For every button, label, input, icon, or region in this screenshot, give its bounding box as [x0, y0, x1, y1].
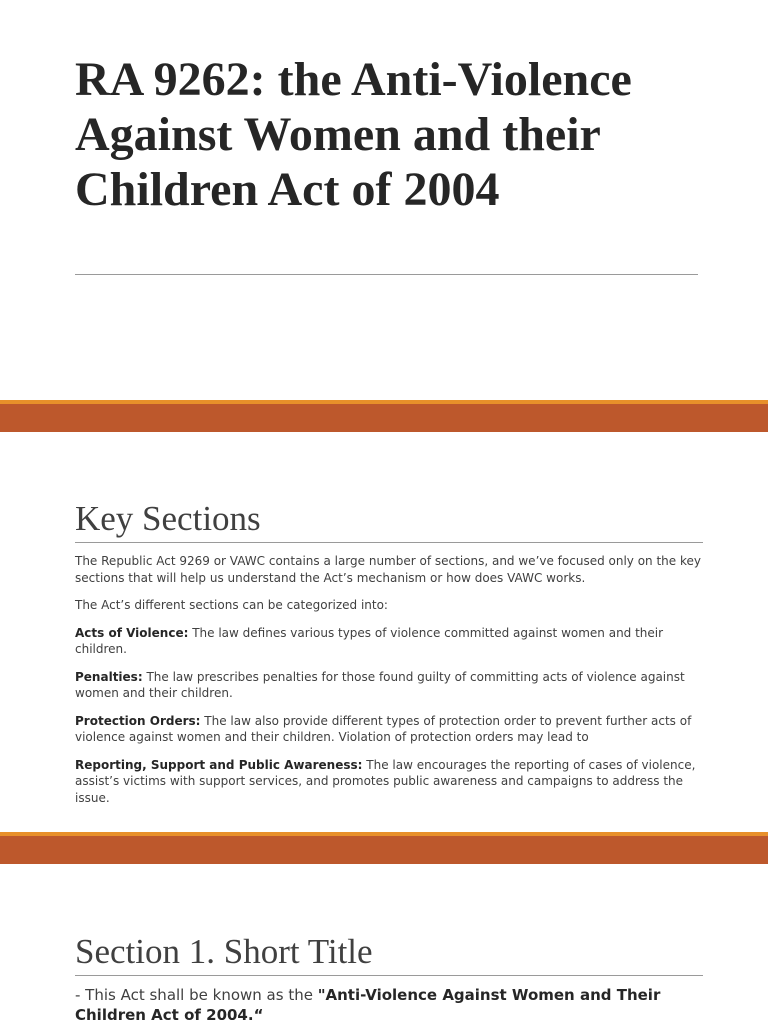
category-text: The law encourages the reporting of cases of violence, assist’s victims with support services, and promotes public awareness and campaigns to address the issue. — [75, 757, 696, 805]
category-item — [75, 625, 705, 658]
slide-short-title — [0, 864, 768, 1024]
key-sections-body — [75, 553, 705, 817]
key-sections-heading: Key Sections — [75, 499, 261, 538]
intro-paragraph: The Republic Act 9269 or VAWC contains a large number of sections, and we’ve focused only on the key sections that will help us understand the Act’s mechanism or how does VAWC works. — [75, 554, 701, 585]
category-label: Penalties: — [75, 669, 143, 684]
short-title-heading: Section 1. Short Title — [75, 932, 373, 971]
slide-separator-band — [0, 400, 768, 432]
category-label: Acts of Violence: — [75, 625, 189, 640]
category-item — [75, 757, 705, 807]
category-item — [75, 713, 705, 746]
category-label: Protection Orders: — [75, 713, 201, 728]
slide-title — [0, 0, 768, 400]
slide-key-sections — [0, 432, 768, 832]
short-title-lead: - This Act shall be known as the — [75, 986, 318, 1004]
category-text: The law defines various types of violence committed against women and their children. — [75, 625, 664, 656]
categories-intro: The Act’s different sections can be categorized into: — [75, 598, 388, 612]
short-title-divider — [75, 975, 703, 976]
category-text: The law also provide different types of protection order to prevent further acts of violence against women and their children. Violation of protection orders may lead to — [75, 713, 692, 744]
key-sections-divider — [75, 542, 703, 543]
category-label: Reporting, Support and Public Awareness: — [75, 757, 363, 772]
slide-separator-band — [0, 832, 768, 864]
document-title: RA 9262: the Anti-Violence Against Women and their Children Act of 2004 — [75, 53, 632, 216]
title-divider — [75, 274, 698, 275]
short-title-text — [75, 985, 695, 1024]
act-name: "Anti-Violence Against Women and Their Children Act of 2004.“ — [75, 986, 661, 1024]
category-text: The law prescribes penalties for those found guilty of committing acts of violence against women and their children. — [75, 669, 685, 700]
category-item — [75, 669, 705, 702]
